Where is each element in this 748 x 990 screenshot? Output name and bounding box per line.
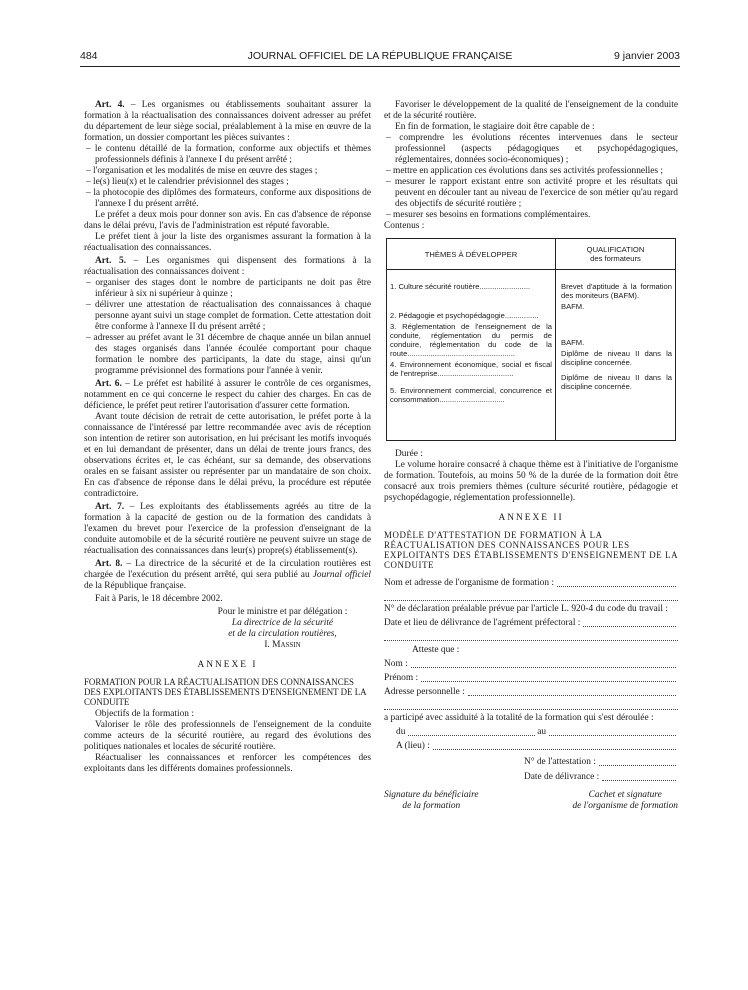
column-header-qualification: QUALIFICATION des formateurs: [586, 245, 645, 263]
training-themes-table: [386, 238, 676, 441]
article-8: Art. 8. – La directrice de la sécurité et de la circulation routières est chargée de l'exécution du présent arrêté, qui sera publié au Journal officiel de la République française.: [84, 559, 371, 591]
signature-line: et de la circulation routières,: [228, 629, 337, 639]
form-field-attestation-number: N° de l'attestation :: [384, 757, 678, 768]
table-cell: Diplôme de niveau II dans la discipline concernée.: [561, 373, 672, 391]
article-8-label: Art. 8.: [95, 559, 123, 569]
signature-line: La directrice de la sécurité: [231, 618, 334, 628]
paragraph: Avant toute décision de retrait de cette autorisation, le préfet porte à la connaissance de l'intéressé par lettre recommandée avec avis de réception son intention de retirer son autorisation, en lui précisant les motifs invoqués et en lui demandant de présenter, dans un délai de trente jours francs, des observations écrites et, le cas échéant, sur sa demande, des observations orales en se faisant assister ou représenter par un mandataire de son choix. En cas d'absence de réponse dans le délai prévu, la procédure est réputée contradictoire.: [84, 412, 371, 499]
article-4: Art. 4. – Les organismes ou établissements souhaitant assurer la formation à la réactualisation des connaissances doivent adresser au préfet du département de leur siège social, préalablement à la mise en œuvre de la formation, un dossier comportant les pièces suivantes :: [84, 100, 371, 143]
article-5: Art. 5. – Les organismes qui dispensent des formations à la réactualisation des connaissances doivent :: [84, 256, 371, 277]
paragraph: Le volume horaire consacré à chaque thème est à l'initiative de l'organisme de formation. Toutefois, au moins 50 % de la durée de la formation doit être consacré aux trois premiers thèmes (culture sécurité routière, pédagogie et psychopédagogie, réglementation professionnelle).: [384, 460, 678, 503]
form-field-prenom: Prénom :: [384, 673, 678, 684]
annexe-2-title: MODÈLE D'ATTESTATION DE FORMATION À LA RÉACTUALISATION DES CONNAISSANCES POUR LES EXPLOITANTS DES ÉTABLISSEMENTS D'ENSEIGNEMENT DE LA CONDUITE: [384, 530, 678, 570]
form-line: [384, 700, 678, 710]
form-field-nom: Nom :: [384, 659, 678, 670]
issue-date: 9 janvier 2003: [614, 50, 680, 62]
journal-title: JOURNAL OFFICIEL DE LA RÉPUBLIQUE FRANÇAISE: [247, 50, 513, 62]
article-5-label: Art. 5.: [95, 256, 127, 266]
form-field-lieu: A (lieu) :: [384, 741, 678, 752]
table-cell: 4. Environnement économique, social et fiscal de l'entreprise....................................: [390, 360, 552, 378]
participation-text: a participé avec assiduité à la totalité de la formation qui s'est déroulée :: [384, 713, 654, 723]
paragraph: Le préfet tient à jour la liste des organismes assurant la formation à la réactualisation des connaissances.: [84, 232, 371, 253]
table-cell: 2. Pédagogie et psychopédagogie................: [390, 311, 539, 320]
article-7: Art. 7. – Les exploitants des établissements agréés au titre de la formation à la capacité de gestion ou de la formation des candidats à l'examen du brevet pour l'exercice de la profession d'enseignant de la conduite automobile et de la sécurité routière ne peuvent suivre un stage de réactualisation des connaissances dans leur(s) propre(s) établissement(s).: [84, 502, 371, 556]
table-cell: BAFM.: [561, 302, 585, 311]
list-item: – adresser au préfet avant le 31 décembre de chaque année un bilan annuel des stages organisés dans l'année écoulée comportant pour chaque formation le nombre des participants, la date du stage, ainsi qu'un programme prévisionnel des formations pour l'année à venir.: [86, 333, 371, 376]
form-field-dates: du au: [384, 727, 678, 738]
form-field-agrement: Date et lieu de délivrance de l'agrément préfectoral :: [384, 618, 678, 629]
form-field-organisme: Nom et adresse de l'organisme de formation :: [384, 578, 678, 589]
atteste-label: Atteste que :: [412, 645, 460, 655]
list-item: – le(s) lieu(x) et le calendrier prévisionnel des stages ;: [86, 177, 289, 187]
beneficiary-signature: Signature du bénéficiaire de la formation: [384, 790, 479, 811]
list-item: – mettre en application ces évolutions dans ses activités professionnelles ;: [386, 166, 664, 176]
form-field-declaration: N° de déclaration préalable prévue par l'article L. 920-4 du code du travail :: [384, 604, 668, 614]
table-cell: 3. Réglementation de l'enseignement de la conduite, réglementation du permis de conduire, réglementation du code de la route...................................................: [390, 322, 552, 358]
article-7-label: Art. 7.: [95, 502, 125, 512]
signatory-name: I. Massin: [264, 640, 301, 650]
right-column: [384, 100, 678, 812]
annexe-1-title: FORMATION POUR LA RÉACTUALISATION DES CONNAISSANCES DES EXPLOITANTS DES ÉTABLISSEMENTS D'ENSEIGNEMENT DE LA CONDUITE: [84, 677, 367, 707]
themes-column: [387, 270, 556, 440]
header-rule: [80, 66, 680, 67]
paragraph: Le préfet a deux mois pour donner son avis. En cas d'absence de réponse dans le délai prévu, l'avis de l'administration est réputé favorable.: [84, 210, 371, 231]
paragraph: Réactualiser les connaissances et renforcer les compétences des exploitants dans les différents domaines professionnels.: [84, 753, 371, 774]
column-header-themes: THÈMES À DÉVELOPPER: [387, 239, 556, 269]
objectives-label: Objectifs de la formation :: [95, 709, 194, 719]
signature-line: Pour le ministre et par délégation :: [217, 607, 348, 617]
form-field-adresse: Adresse personnelle :: [384, 687, 678, 698]
organisme-stamp: Cachet et signature de l'organisme de formation: [572, 790, 678, 811]
list-item: – l'organisation et les modalités de mise en œuvre des stages ;: [86, 166, 318, 176]
paragraph: Favoriser le développement de la qualité de l'enseignement de la conduite et de la sécurité routière.: [384, 100, 678, 121]
table-body: [387, 270, 675, 440]
signature-block: [384, 790, 678, 812]
list-item: – organiser des stages dont le nombre de participants ne doit pas être inférieur à six ni supérieur à quinze ;: [86, 278, 371, 299]
page-header: [80, 50, 680, 64]
duration-label: Durée :: [395, 449, 423, 459]
paragraph: En fin de formation, le stagiaire doit être capable de :: [395, 122, 595, 132]
table-header: [387, 239, 675, 270]
page-number: 484: [80, 50, 98, 62]
form-field-delivery-date: Date de délivrance :: [384, 772, 678, 783]
paragraph: Valoriser le rôle des professionnels de l'enseignement de la conduite comme acteurs de la sécurité routière, au regard des évolutions des politiques nationales et locales de sécurité routière.: [84, 720, 371, 752]
article-6: Art. 6. – Le préfet est habilité à assurer le contrôle de ces organismes, notamment en ce qui concerne le respect du cahier des charges. En cas de déficience, le préfet peut retirer l'autorisation d'assurer cette formation.: [84, 379, 371, 411]
annexe-2-heading: ANNEXE II: [498, 513, 564, 523]
list-item: – mesurer ses besoins en formations complémentaires.: [386, 210, 591, 220]
article-4-label: Art. 4.: [95, 100, 125, 110]
table-cell: BAFM.: [561, 338, 585, 347]
table-cell: 1. Culture sécurité routière........................: [390, 282, 531, 291]
list-item: – comprendre les évolutions récentes intervenues dans le secteur professionnel (aspects pédagogiques et psychopédagogiques, réglementaires, données socio-économiques) ;: [386, 133, 678, 165]
left-column: [84, 100, 371, 775]
form-line: [384, 591, 678, 601]
table-cell: Brevet d'aptitude à la formation des moniteurs (BAFM).: [561, 282, 672, 300]
table-cell: 5. Environnement commercial, concurrence et consommation...............................: [390, 386, 552, 404]
table-cell: Diplôme de niveau II dans la discipline concernée.: [561, 349, 672, 367]
form-line: [384, 631, 678, 641]
contents-label: Contenus :: [384, 221, 425, 231]
annexe-1-heading: ANNEXE I: [197, 660, 258, 670]
list-item: – délivrer une attestation de réactualisation des connaissances à chaque personne ayant suivi un stage complet de formation. Cette attestation doit être conforme à l'annexe II du présent arrêté ;: [86, 300, 371, 332]
list-item: – mesurer le rapport existant entre son activité propre et les résultats qui peuvent en découler tant au niveau de l'exercice de son métier qu'au regard des objectifs de sécurité routière ;: [386, 177, 678, 209]
list-item: – la photocopie des diplômes des formateurs, conforme aux dispositions de l'annexe I du présent arrêté.: [86, 188, 371, 209]
list-item: – le contenu détaillé de la formation, conforme aux objectifs et thèmes professionnels définis à l'annexe I du présent arrêté ;: [86, 144, 371, 165]
article-6-label: Art. 6.: [95, 379, 122, 389]
qualification-column: [556, 270, 675, 440]
done-at: Fait à Paris, le 18 décembre 2002.: [95, 594, 223, 604]
